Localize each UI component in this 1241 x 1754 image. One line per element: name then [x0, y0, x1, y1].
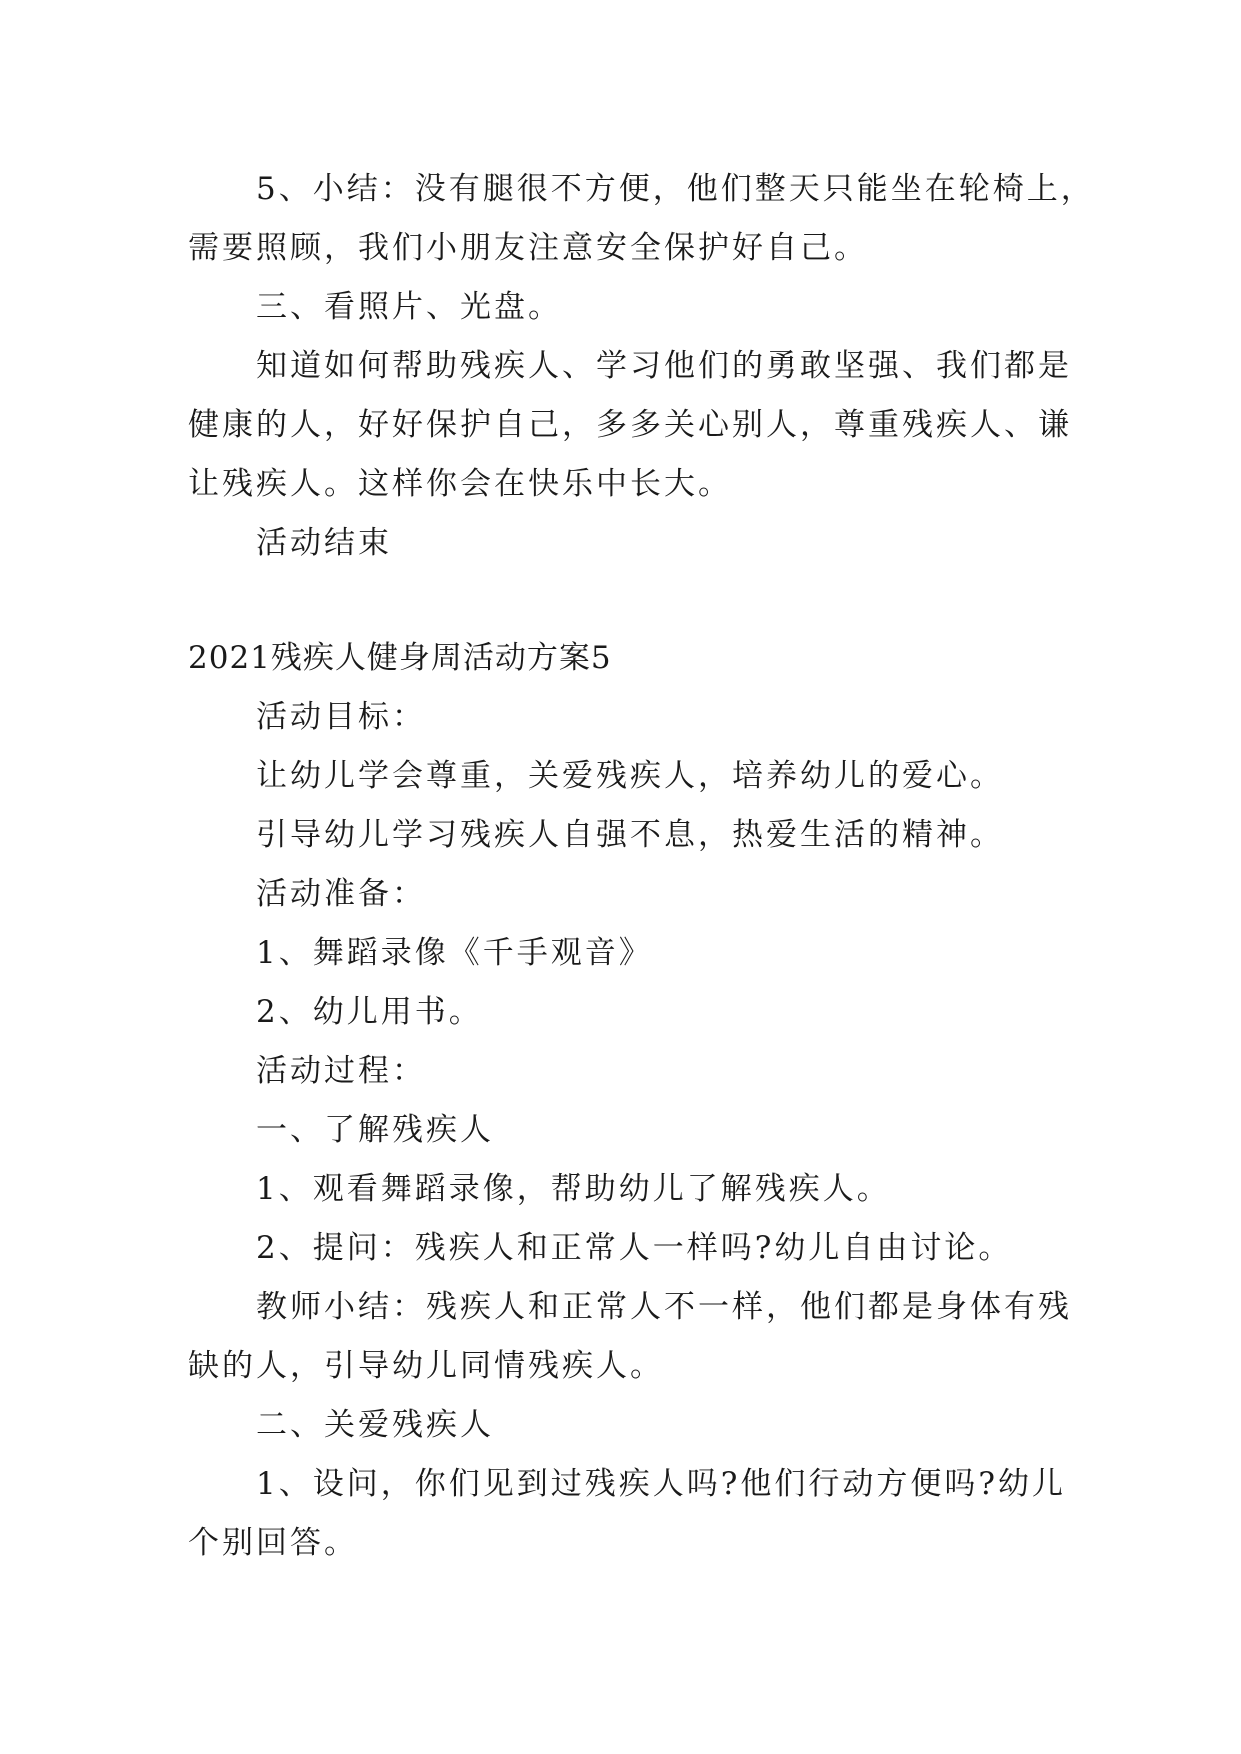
- teacher-summary-line-2: 缺的人，引导幼儿同情残疾人。: [188, 1348, 664, 1384]
- paragraph-line-2: 健康的人，好好保护自己，多多关心别人，尊重残疾人、谦: [188, 407, 1072, 443]
- part-1-item-1: 1、观看舞蹈录像，帮助幼儿了解残疾人。: [256, 1171, 891, 1207]
- summary-line-1: 5、小结：没有腿很不方便，他们整天只能坐在轮椅上，: [256, 171, 1095, 207]
- step-3-heading: 三、看照片、光盘。: [256, 289, 562, 325]
- paragraph-line-1: 知道如何帮助残疾人、学习他们的勇敢坚强、我们都是: [256, 348, 1072, 384]
- teacher-summary-line-1: 教师小结：残疾人和正常人不一样，他们都是身体有残: [256, 1289, 1072, 1325]
- part-2-item-1-line-1: 1、设问，你们见到过残疾人吗?他们行动方便吗?幼儿: [256, 1466, 1066, 1502]
- part-2-item-1-line-2: 个别回答。: [188, 1525, 358, 1561]
- part-1-heading: 一、了解残疾人: [256, 1112, 494, 1148]
- part-2-heading: 二、关爱残疾人: [256, 1407, 494, 1443]
- summary-line-2: 需要照顾，我们小朋友注意安全保护好自己。: [188, 230, 868, 266]
- part-1-item-2: 2、提问：残疾人和正常人一样吗?幼儿自由讨论。: [256, 1230, 1013, 1266]
- goal-item-2: 引导幼儿学习残疾人自强不息，热爱生活的精神。: [256, 817, 1004, 853]
- activity-end: 活动结束: [256, 525, 392, 561]
- paragraph-line-3: 让残疾人。这样你会在快乐中长大。: [188, 466, 732, 502]
- document-page: [188, 160, 1095, 1573]
- goal-item-1: 让幼儿学会尊重，关爱残疾人，培养幼儿的爱心。: [256, 758, 1004, 794]
- section-title: 2021残疾人健身周活动方案5: [188, 640, 612, 676]
- prep-item-1: 1、舞蹈录像《千手观音》: [256, 935, 653, 971]
- process-heading: 活动过程：: [256, 1053, 426, 1089]
- prep-item-2: 2、幼儿用书。: [256, 994, 483, 1030]
- goal-heading: 活动目标：: [256, 699, 426, 735]
- prep-heading: 活动准备：: [256, 876, 426, 912]
